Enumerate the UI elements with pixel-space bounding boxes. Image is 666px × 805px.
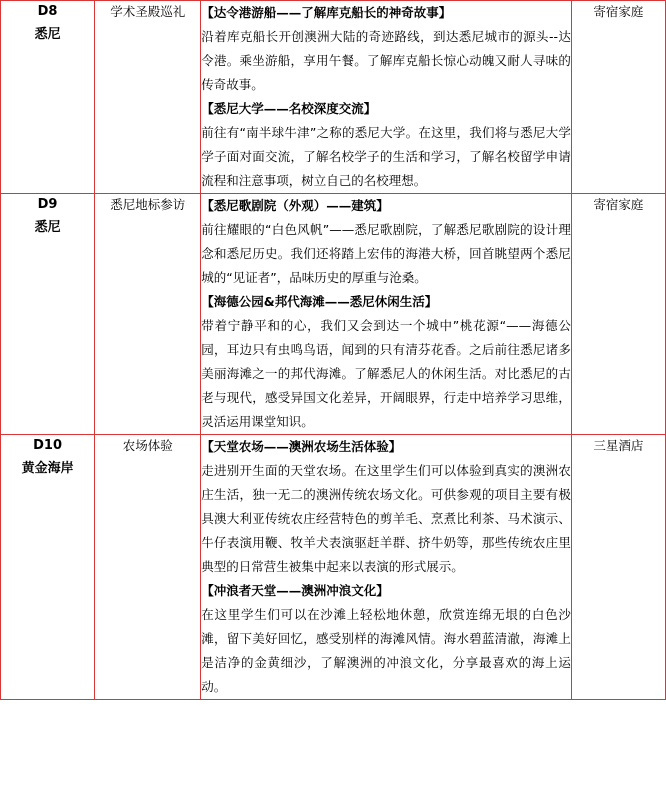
description-cell [201,194,572,435]
block-heading: 【悉尼大学——名校深度交流】 [201,101,377,116]
block-paragraph: 走进别开生面的天堂农场。在这里学生们可以体验到真实的澳洲农庄生活，独一无二的澳洲传统农场文化。可供参观的项目主要有极具澳大利亚传统农庄经营特色的剪羊毛、烹煮比利茶、马术演示、牛仔表演用鞭、牧羊犬表演驱赶羊群、挤牛奶等，那些传统农庄里典型的日常营生被集中起来以表演的形式展示。 [201,463,571,574]
day-code: D10 [33,438,63,453]
block-paragraph: 带着宁静平和的心，我们又会到达一个城中”桃花源“——海德公园，耳边只有虫鸣鸟语，闻到的只有清芬花香。之后前往悉尼诸多美丽海滩之一的邦代海滩。了解悉尼人的休闲生活。对比悉尼的古老与现代，感受异国文化差异，开阔眼界，行走中培养学习思维，灵活运用课堂知识。 [201,318,571,429]
table-row [1,1,666,194]
day-cell [1,435,95,700]
day-code: D9 [37,197,58,212]
description-block [201,97,571,193]
block-heading: 【天堂农场——澳洲农场生活体验】 [201,439,402,454]
block-paragraph: 沿着库克船长开创澳洲大陆的奇迹路线，到达悉尼城市的源头--达令港。乘坐游船，享用午餐。了解库克船长惊心动魄又耐人寻味的传奇故事。 [201,29,571,92]
block-paragraph: 前往耀眼的“白色风帆”——悉尼歌剧院，了解悉尼歌剧院的设计理念和悉尼历史。我们还将踏上宏伟的海港大桥，回首眺望两个悉尼城的“见证者”，品味历史的厚重与沧桑。 [201,222,571,285]
day-city: 悉尼 [34,26,61,42]
day-city: 悉尼 [34,219,61,235]
table-row [1,194,666,435]
description-block [201,290,571,434]
day-cell [1,1,95,194]
day-cell [1,194,95,435]
day-city: 黄金海岸 [21,460,74,476]
block-heading: 【海德公园&邦代海滩——悉尼休闲生活】 [201,294,438,309]
accommodation-cell: 寄宿家庭 [571,1,665,194]
theme-cell: 农场体验 [95,435,201,700]
theme-cell: 悉尼地标参访 [95,194,201,435]
theme-cell: 学术圣殿巡礼 [95,1,201,194]
block-heading: 【达令港游船——了解库克船长的神奇故事】 [201,5,452,20]
description-block [201,579,571,699]
description-block [201,194,571,290]
table-row [1,435,666,700]
description-cell [201,435,572,700]
accommodation-cell: 寄宿家庭 [571,194,665,435]
accommodation-cell: 三星酒店 [571,435,665,700]
block-heading: 【冲浪者天堂——澳洲冲浪文化】 [201,583,389,598]
description-cell [201,1,572,194]
block-heading: 【悉尼歌剧院（外观）——建筑】 [201,198,389,213]
block-paragraph: 前往有“南半球牛津”之称的悉尼大学。在这里，我们将与悉尼大学学子面对面交流，了解名校学子的生活和学习，了解名校留学申请流程和注意事项，树立自己的名校理想。 [201,125,571,188]
day-code: D8 [37,4,58,19]
block-paragraph: 在这里学生们可以在沙滩上轻松地休憩，欣赏连绵无垠的白色沙滩，留下美好回忆，感受别样的海滩风情。海水碧蓝清澈，海滩上是洁净的金黄细沙，了解澳洲的冲浪文化，分享最喜欢的海上运动。 [201,607,571,694]
description-block [201,1,571,97]
description-block [201,435,571,579]
